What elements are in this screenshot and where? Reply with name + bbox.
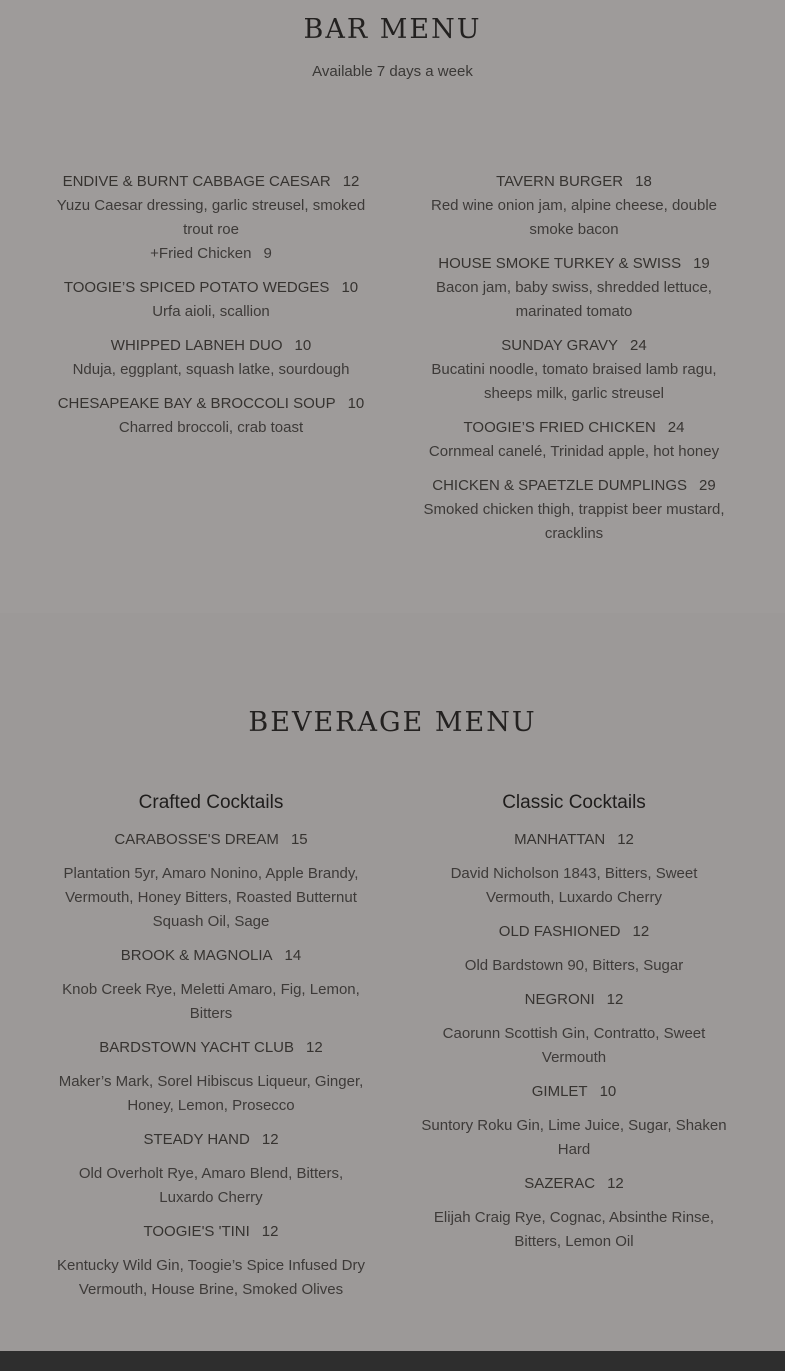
cocktail-description: Old Bardstown 90, Bitters, Sugar: [464, 957, 684, 974]
item-price: 10: [294, 337, 312, 354]
item-price: 24: [630, 337, 647, 354]
cocktail-description: Knob Creek Rye, Meletti Amaro, Fig, Lemon, Bitters: [62, 981, 360, 1022]
item-price: 19: [693, 255, 710, 272]
cocktail-name: SAZERAC 12: [524, 1175, 624, 1192]
item-name: TAVERN BURGER: [496, 173, 624, 190]
item-addon: +Fried Chicken: [150, 245, 252, 262]
cocktail-name: OLD FASHIONED 12: [498, 923, 650, 940]
cocktail-description: Maker’s Mark, Sorel Hibiscus Liqueur, Ginger, Honey, Lemon, Prosecco: [58, 1073, 364, 1114]
cocktail-price: 15: [290, 831, 308, 848]
menu-item: [52, 170, 370, 266]
item-price: 10: [347, 395, 365, 412]
crafted-cocktails-heading: Crafted Cocktails: [138, 792, 284, 813]
bar-menu-section: [0, 0, 785, 613]
item-price: 29: [699, 477, 716, 494]
cocktail-name: CARABOSSE'S DREAM 15: [114, 831, 308, 848]
menu-item: [418, 474, 730, 546]
bar-menu-right-column: [418, 170, 730, 556]
bar-menu-subtitle: Available 7 days a week: [312, 63, 473, 80]
menu-item: [52, 334, 370, 382]
cocktail-price: 12: [617, 831, 634, 848]
classic-cocktails-column: [418, 790, 730, 1264]
item-price: 10: [341, 279, 359, 296]
cocktail-price: 12: [261, 1131, 279, 1148]
menu-item: [418, 334, 730, 406]
menu-item: [52, 392, 370, 440]
cocktail-price: 12: [606, 991, 624, 1008]
menu-item: [418, 170, 730, 242]
item-name: TOOGIE’S SPICED POTATO WEDGES: [63, 279, 330, 296]
cocktail-name: NEGRONI 12: [524, 991, 624, 1008]
cocktail-name: GIMLET 10: [531, 1083, 617, 1100]
cocktail-description: Elijah Craig Rye, Cognac, Absinthe Rinse, Bitters, Lemon Oil: [433, 1209, 715, 1250]
crafted-cocktails-column: [50, 790, 372, 1312]
cocktail-description: David Nicholson 1843, Bitters, Sweet Vermouth, Luxardo Cherry: [450, 865, 698, 906]
cocktail-price: 12: [306, 1039, 323, 1056]
menu-item: [418, 252, 730, 324]
item-description: Nduja, eggplant, squash latke, sourdough: [72, 361, 350, 378]
bar-menu-title: BAR MENU: [303, 14, 482, 45]
cocktail-description: Old Overholt Rye, Amaro Blend, Bitters, Luxardo Cherry: [78, 1165, 344, 1206]
cocktail-name: MANHATTAN 12: [514, 831, 634, 848]
cocktail-price: 12: [261, 1223, 279, 1240]
cocktail-description: Caorunn Scottish Gin, Contratto, Sweet Vermouth: [442, 1025, 706, 1066]
item-name: CHICKEN & SPAETZLE DUMPLINGS: [432, 477, 688, 494]
item-description: Charred broccoli, crab toast: [118, 419, 304, 436]
item-description: Smoked chicken thigh, trappist beer mustard, cracklins: [423, 501, 725, 542]
cocktail-description: Kentucky Wild Gin, Toogie’s Spice Infused Dry Vermouth, House Brine, Smoked Olives: [57, 1257, 365, 1298]
item-name: CHESAPEAKE BAY & BROCCOLI SOUP: [57, 395, 336, 412]
item-description: Cornmeal canelé, Trinidad apple, hot honey: [428, 443, 720, 460]
menu-item: [52, 276, 370, 324]
item-description: Yuzu Caesar dressing, garlic streusel, smoked trout roe: [56, 197, 366, 238]
cocktail-price: 12: [632, 923, 650, 940]
item-name: SUNDAY GRAVY: [501, 337, 618, 354]
footer-strip: [0, 1351, 785, 1371]
cocktail-name: STEADY HAND 12: [143, 1131, 279, 1148]
item-addon-price: 9: [263, 245, 272, 262]
cocktail-name: TOOGIE'S 'TINI 12: [143, 1223, 279, 1240]
cocktail-description: Plantation 5yr, Amaro Nonino, Apple Brandy, Vermouth, Honey Bitters, Roasted Butternut Squash Oil, Sage: [63, 865, 359, 930]
item-description: Urfa aioli, scallion: [152, 303, 270, 320]
item-name: TOOGIE’S FRIED CHICKEN: [463, 419, 656, 436]
item-price: 12: [342, 173, 360, 190]
item-description: Bucatini noodle, tomato braised lamb ragu, sheeps milk, garlic streusel: [431, 361, 717, 402]
item-name: WHIPPED LABNEH DUO: [110, 337, 283, 354]
item-name: ENDIVE & BURNT CABBAGE CAESAR: [62, 173, 331, 190]
item-description: Red wine onion jam, alpine cheese, double smoke bacon: [430, 197, 718, 238]
beverage-menu-title: BEVERAGE MENU: [248, 707, 537, 738]
cocktail-description: Suntory Roku Gin, Lime Juice, Sugar, Shaken Hard: [421, 1117, 727, 1158]
menu-item: [418, 416, 730, 464]
item-price: 18: [635, 173, 652, 190]
item-price: 24: [667, 419, 685, 436]
beverage-menu-section: [0, 613, 785, 1351]
cocktail-name: BARDSTOWN YACHT CLUB 12: [99, 1039, 323, 1056]
cocktail-price: 12: [607, 1175, 624, 1192]
classic-cocktails-heading: Classic Cocktails: [502, 792, 646, 813]
item-description: Bacon jam, baby swiss, shredded lettuce, marinated tomato: [436, 279, 712, 320]
cocktail-price: 10: [599, 1083, 617, 1100]
cocktail-name: BROOK & MAGNOLIA 14: [120, 947, 302, 964]
item-name: HOUSE SMOKE TURKEY & SWISS: [438, 255, 682, 272]
cocktail-price: 14: [284, 947, 302, 964]
bar-menu-left-column: [52, 170, 370, 450]
